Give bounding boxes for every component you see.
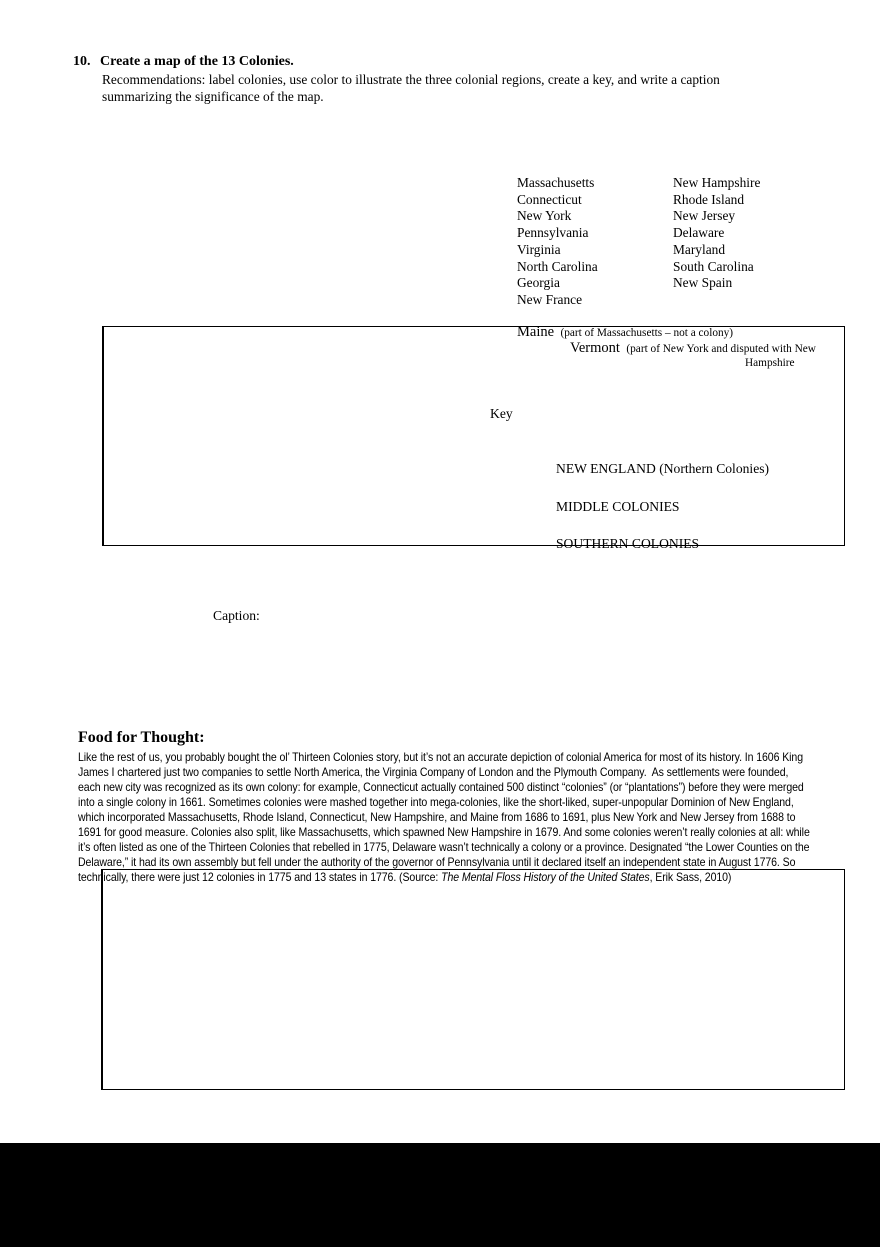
maine-label xyxy=(517,324,733,341)
region-label-middle-colonies: MIDDLE COLONIES xyxy=(556,499,680,514)
region-label-new-england: NEW ENGLAND (Northern Colonies) xyxy=(556,461,770,476)
colony-item: New York xyxy=(517,208,572,224)
colony-item: New Jersey xyxy=(673,208,736,224)
question-recommendations xyxy=(102,71,720,105)
colony-item: North Carolina xyxy=(517,258,598,274)
source-title: The Mental Floss History of the United States xyxy=(441,869,650,884)
paragraph-line: James I chartered just two companies to settle North America, the Virginia Company of London and the Plymouth Company. As settlements were founded, xyxy=(78,764,789,779)
vermont-note-continuation: Hampshire xyxy=(745,357,795,369)
paragraph-line: Like the rest of us, you probably bought the ol’ Thirteen Colonies story, but it’s not an accurate depiction of colonial America for most of its history. In 1606 King xyxy=(78,750,804,764)
region-label-southern-colonies: SOUTHERN COLONIES xyxy=(556,536,700,551)
colony-item: New Spain xyxy=(673,275,733,291)
paragraph-line-source xyxy=(78,870,764,885)
colony-list-right xyxy=(673,175,760,292)
recommendations-line-2: summarizing the significance of the map. xyxy=(102,89,324,105)
paragraph-line: which incorporated Massachusetts, Rhode Island, Connecticut, New Hampshire, and Maine from 1686 to 1691, plus New York and New Jersey from 1688 to xyxy=(78,809,796,824)
colony-item: Massachusetts xyxy=(517,175,595,190)
vermont-note-text: (part of New York and disputed with New xyxy=(626,343,816,355)
key-label: Key xyxy=(490,406,513,421)
colony-item: Rhode Island xyxy=(673,191,745,207)
colony-item: Pennsylvania xyxy=(517,225,589,241)
question-heading xyxy=(73,54,294,70)
recommendations-line-1: Recommendations: label colonies, use color to illustrate the three colonial regions, create a key, and write a caption xyxy=(102,72,720,87)
colony-item: Delaware xyxy=(673,225,725,241)
colony-item: Virginia xyxy=(517,241,561,257)
question-number: 10. xyxy=(73,54,91,69)
question-title: Create a map of the 13 Colonies. xyxy=(100,54,294,69)
footer-black-band xyxy=(0,1143,880,1247)
map-drawing-box xyxy=(102,326,845,546)
maine-name: Maine xyxy=(517,324,555,340)
vermont-name: Vermont xyxy=(570,340,620,356)
colony-item: South Carolina xyxy=(673,258,754,274)
paragraph-line: 1691 for good measure. Colonies also split, like Massachusetts, which spawned New Hampshire in 1679. And some colonies weren’t really colonies at all: while xyxy=(78,824,810,839)
food-for-thought-paragraph xyxy=(78,750,858,885)
vermont-label xyxy=(570,340,816,357)
source-post: , Erik Sass, 2010) xyxy=(649,869,732,884)
maine-note-text: (part of Massachusetts – not a colony) xyxy=(560,327,734,339)
colony-list-left xyxy=(517,175,598,309)
caption-label: Caption: xyxy=(213,608,260,623)
food-for-thought-heading: Food for Thought: xyxy=(78,729,205,746)
paragraph-line: each new city was recognized as its own colony: for example, Connecticut actually contained 500 distinct “colonies” (or “plantations”) before they were merged xyxy=(78,779,804,794)
source-pre: technically, there were just 12 colonies in 1775 and 13 states in 1776. (Source: xyxy=(78,869,442,884)
colony-item: Maryland xyxy=(673,241,726,257)
paragraph-line: into a single colony in 1661. Sometimes colonies were mashed together into mega-colonies, like the short-liked, super-unpopular Dominion of New England, xyxy=(78,794,794,809)
colony-item: Connecticut xyxy=(517,191,582,207)
answer-drawing-box xyxy=(101,869,845,1090)
colony-item: Georgia xyxy=(517,275,560,291)
colony-item: New Hampshire xyxy=(673,175,761,190)
paragraph-line: Delaware,” it had its own assembly but fell under the authority of the governor of Pennsylvania until it declared itself an independent state in August 1776. So xyxy=(78,854,796,869)
colony-item: New France xyxy=(517,291,583,307)
paragraph-line: it’s often listed as one of the Thirteen Colonies that rebelled in 1775, Delaware wasn’t technically a colony or a province. Designated “the Lower Counties on the xyxy=(78,839,810,854)
